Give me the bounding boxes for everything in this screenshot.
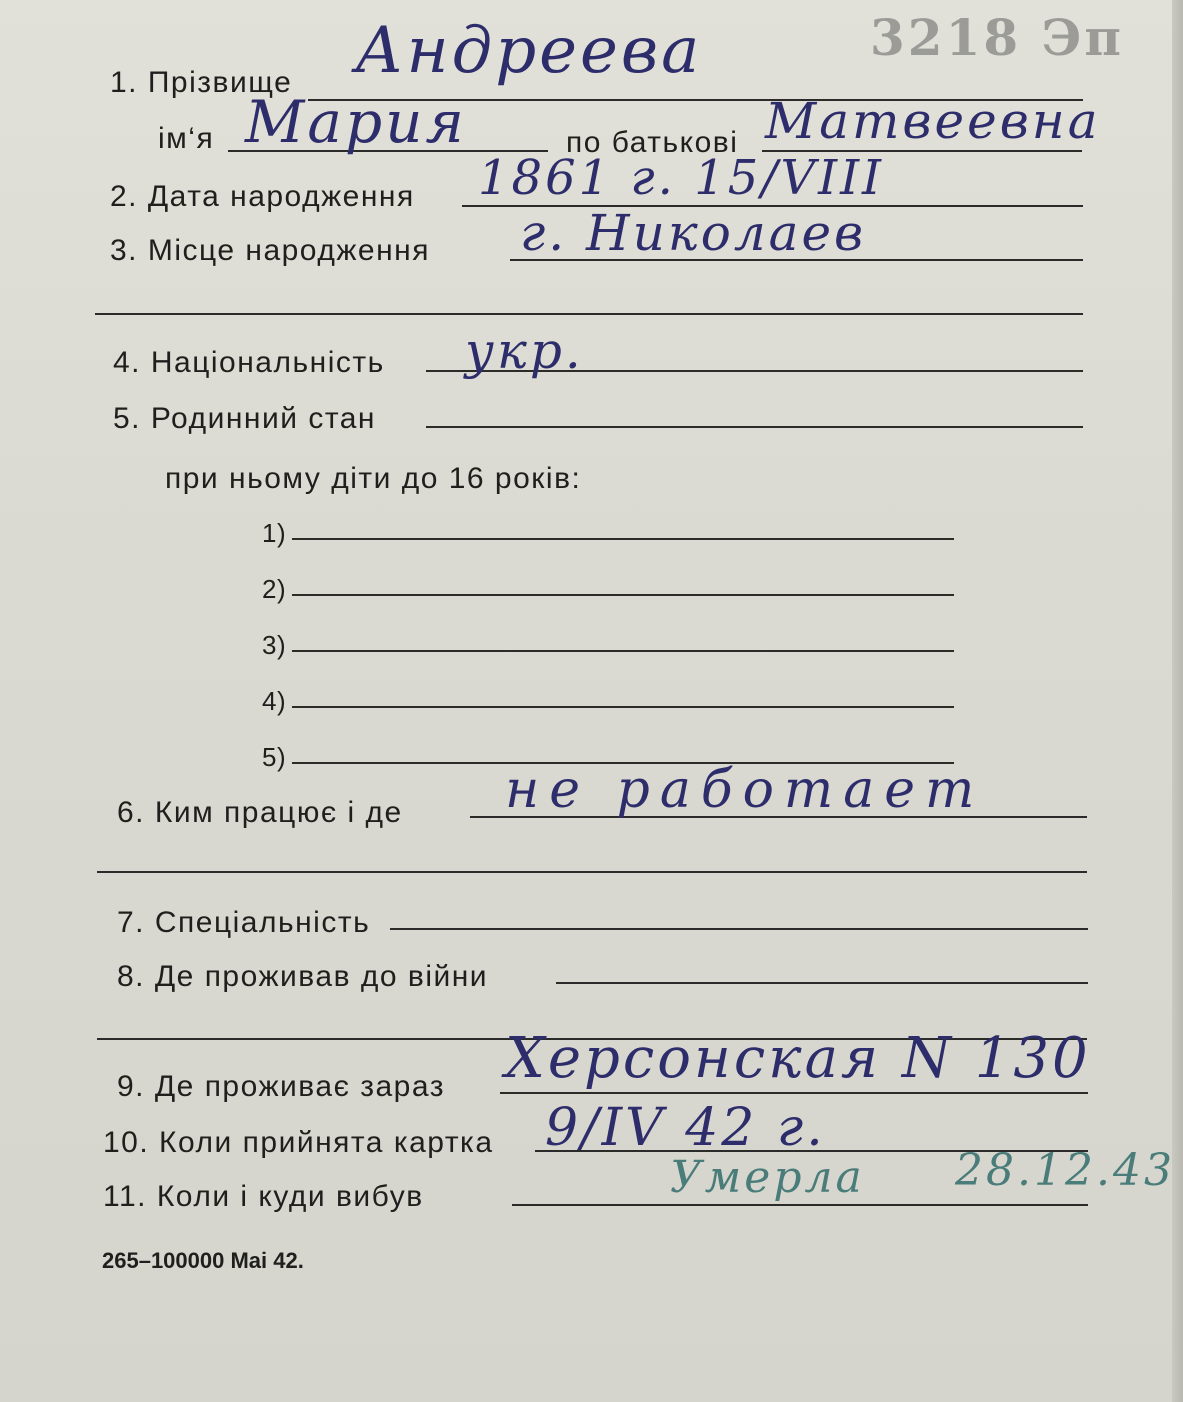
child-line-2 xyxy=(292,594,954,596)
child-slot-3: 3) xyxy=(262,630,287,660)
birth-date-value: 1861 г. 15/VIII xyxy=(478,150,884,206)
prewar-line xyxy=(556,982,1088,984)
departure-label: 11. Коли і куди вибув xyxy=(103,1180,424,1213)
work-label: 6. Ким працює і де xyxy=(117,796,403,829)
name-value: Мария xyxy=(245,88,467,156)
card-date-value: 9/IV 42 г. xyxy=(545,1098,826,1158)
work-extra-line xyxy=(97,871,1087,873)
departure-word: Умерла xyxy=(670,1152,865,1203)
birth-place-extra-line xyxy=(95,313,1083,315)
nationality-value: укр. xyxy=(465,322,584,380)
specialty-label: 7. Спеціальність xyxy=(117,906,371,939)
child-slot-2: 2) xyxy=(262,574,287,604)
birth-place-value: г. Николаев xyxy=(520,204,867,262)
birth-place-label: 3. Місце народження xyxy=(110,234,430,267)
child-line-4 xyxy=(292,706,954,708)
child-slot-4: 4) xyxy=(262,686,287,716)
current-label: 9. Де проживає зараз xyxy=(117,1070,445,1103)
surname-value: Андреева xyxy=(355,14,703,88)
surname-label: 1. Прізвище xyxy=(110,66,293,99)
child-line-1 xyxy=(292,538,954,540)
child-slot-5: 5) xyxy=(262,742,287,772)
prewar-label: 8. Де проживав до війни xyxy=(117,960,489,993)
departure-date: 28.12.43 xyxy=(955,1145,1175,1196)
print-code: 265–100000 Maі 42. xyxy=(102,1248,304,1273)
corner-number: 3218 Эп xyxy=(870,8,1124,67)
child-slot-1: 1) xyxy=(262,518,287,548)
current-value: Херсонская N 130 xyxy=(505,1026,1091,1091)
marital-line xyxy=(426,426,1083,428)
patronymic-value: Матвеевна xyxy=(765,92,1101,150)
birth-date-label: 2. Дата народження xyxy=(110,180,415,213)
patronymic-label: по батькові xyxy=(566,126,739,159)
card-date-label: 10. Коли прийнята картка xyxy=(103,1126,494,1159)
work-value: не работает xyxy=(505,760,985,820)
child-line-3 xyxy=(292,650,954,652)
nationality-label: 4. Національність xyxy=(113,346,385,379)
current-line xyxy=(500,1092,1088,1094)
name-label: ім‘я xyxy=(158,122,215,155)
marital-label: 5. Родинний стан xyxy=(113,402,376,435)
departure-line xyxy=(512,1204,1088,1206)
children-label: при ньому діти до 16 років: xyxy=(165,462,582,495)
specialty-line xyxy=(390,928,1088,930)
